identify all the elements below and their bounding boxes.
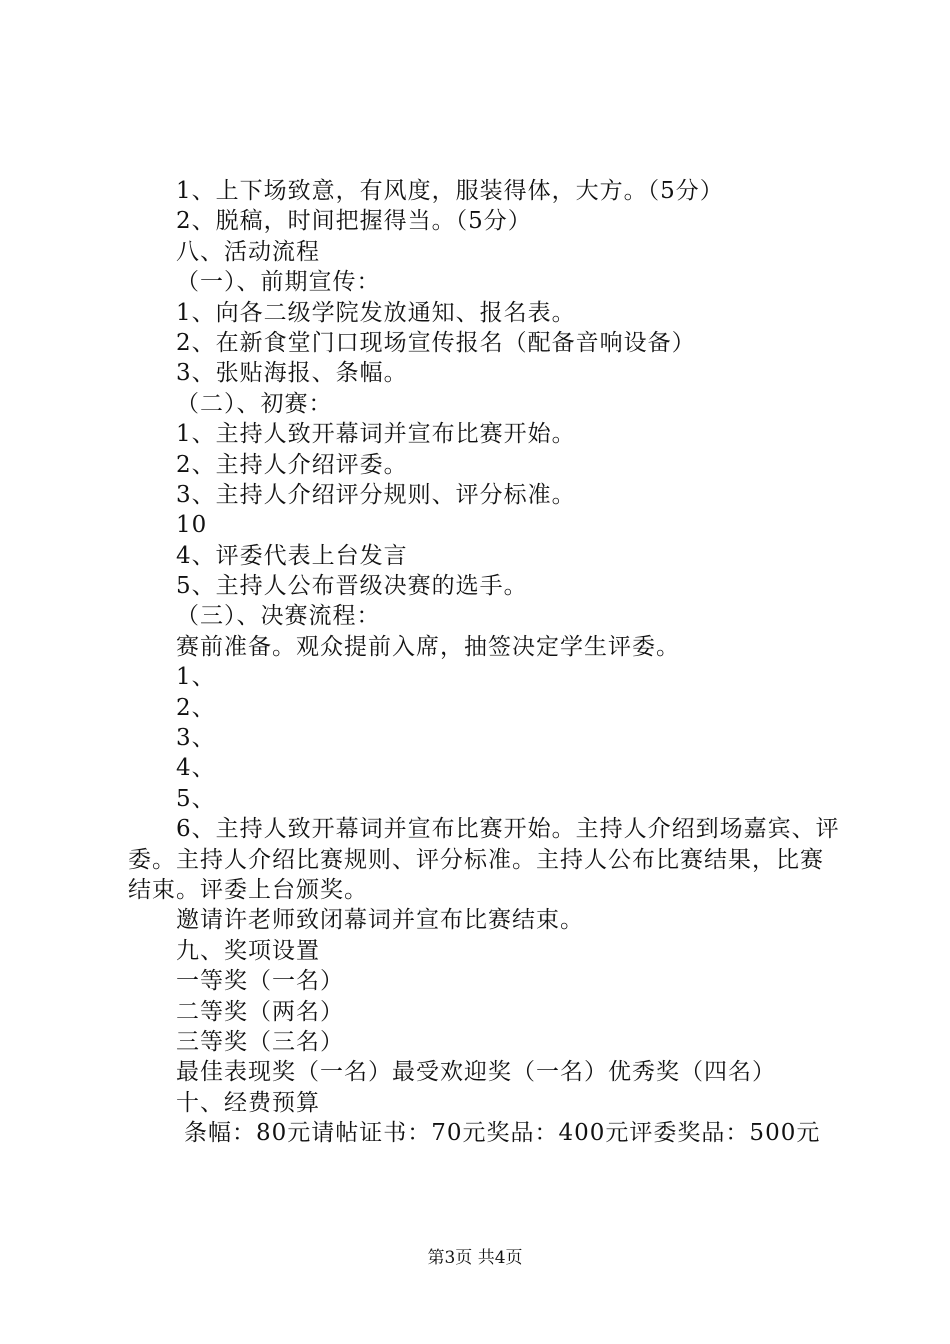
text-line: 10: [176, 512, 208, 539]
list-item: 3、: [176, 725, 216, 752]
text-line: 4、评委代表上台发言: [176, 542, 408, 569]
list-item: 1、: [176, 664, 216, 691]
document-body: [128, 176, 840, 1149]
text-line: 邀请许老师致闭幕词并宣布比赛结束。: [176, 907, 584, 934]
text-line: 2、脱稿，时间把握得当。（5分）: [176, 208, 532, 235]
list-item: 2、: [176, 694, 216, 721]
text-line: 3、主持人介绍评分规则、评分标准。: [176, 481, 576, 508]
text-line: 1、上下场致意，有风度，服装得体，大方。（5分）: [176, 178, 724, 204]
text-line: 2、主持人介绍评委。: [176, 451, 408, 478]
section-heading: 八、活动流程: [176, 238, 320, 265]
budget-paragraph: 条幅：80元请帖证书：70元奖品：400元评委奖品：500元: [184, 1120, 821, 1147]
award-line: 最佳表现奖（一名）最受欢迎奖（一名）优秀奖（四名）: [176, 1059, 776, 1086]
paragraph-item-6: 6、主持人致开幕词并宣布比赛开始。主持人介绍到场嘉宾、评委。主持人介绍比赛规则、评分标准。主持人公布比赛结果，比赛结束。评委上台颁奖。: [128, 816, 840, 904]
section-heading: 九、奖项设置: [176, 937, 320, 964]
subsection-heading: （二）、初赛：: [176, 390, 333, 417]
list-item: 4、: [176, 755, 216, 782]
award-line: 二等奖（两名）: [176, 998, 344, 1025]
text-line: 3、张贴海报、条幅。: [176, 360, 408, 387]
section-heading: 十、经费预算: [176, 1089, 320, 1116]
page-number-footer: 第3页 共4页: [427, 1248, 523, 1268]
subsection-heading: （一）、前期宣传：: [176, 269, 381, 296]
text-line: 1、主持人致开幕词并宣布比赛开始。: [176, 421, 576, 448]
text-line: 1、向各二级学院发放通知、报名表。: [176, 299, 576, 326]
list-item: 5、: [176, 785, 216, 812]
subsection-heading: （三）、决赛流程：: [176, 603, 381, 630]
award-line: 一等奖（一名）: [176, 968, 344, 995]
text-line: 5、主持人公布晋级决赛的选手。: [176, 573, 528, 600]
text-line: 赛前准备。观众提前入席，抽签决定学生评委。: [176, 633, 680, 660]
text-line: 2、在新食堂门口现场宣传报名（配备音响设备）: [176, 329, 696, 356]
award-line: 三等奖（三名）: [176, 1028, 344, 1055]
